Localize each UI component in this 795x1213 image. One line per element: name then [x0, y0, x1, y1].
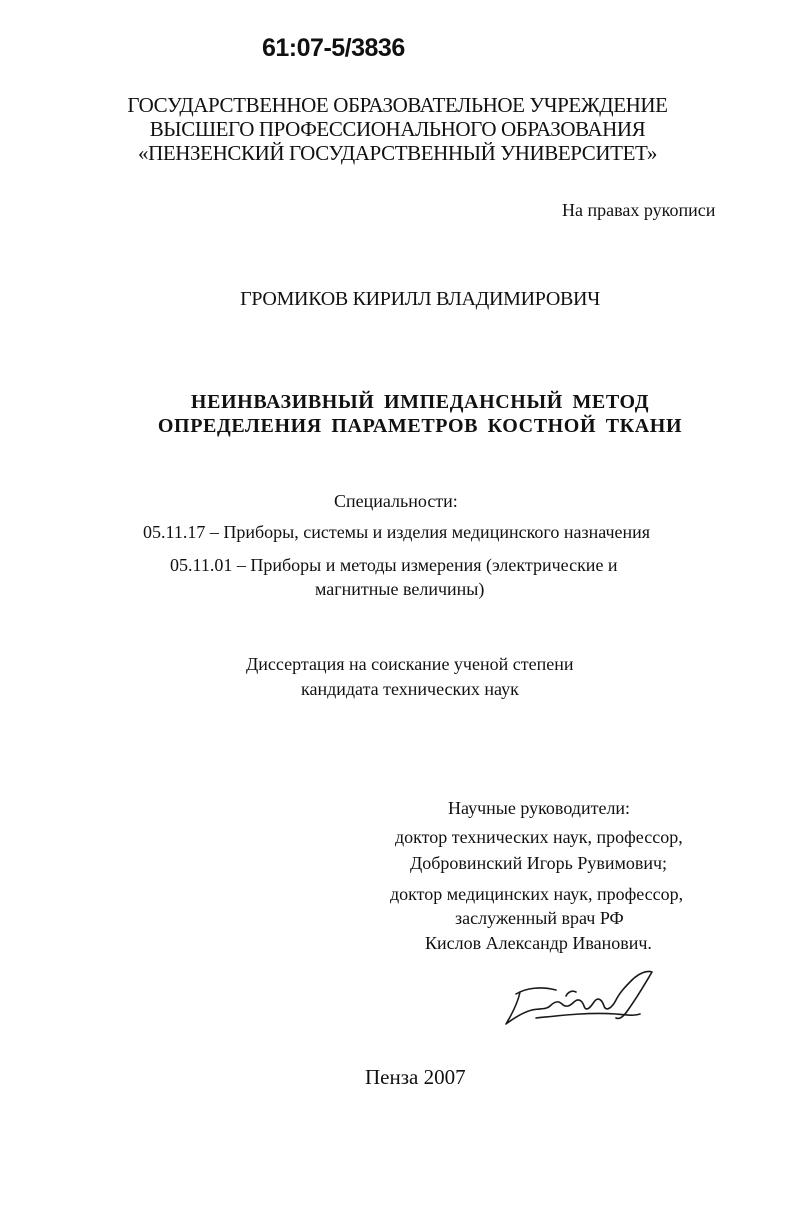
institution-line-2: ВЫСШЕГО ПРОФЕССИОНАЛЬНОГО ОБРАЗОВАНИЯ: [149, 117, 646, 141]
author-name: ГРОМИКОВ КИРИЛЛ ВЛАДИМИРОВИЧ: [240, 288, 600, 310]
thesis-title-line-1: НЕИНВАЗИВНЫЙ ИМПЕДАНСНЫЙ МЕТОД: [190, 391, 650, 413]
supervisor-1-name: Добровинский Игорь Рувимович;: [410, 853, 668, 873]
supervisor-2-title: заслуженный врач РФ: [455, 908, 624, 928]
dissertation-line-1: Диссертация на соискание ученой степени: [246, 654, 574, 674]
specialty-item-1: 05.11.17 – Приборы, системы и изделия медицинского назначения: [143, 522, 651, 542]
institution-line-1: ГОСУДАРСТВЕННОЕ ОБРАЗОВАТЕЛЬНОЕ УЧРЕЖДЕНИЕ: [127, 93, 668, 117]
dissertation-line-2: кандидата технических наук: [301, 679, 519, 699]
rights-note: На правах рукописи: [562, 200, 716, 220]
city-year: Пенза 2007: [365, 1065, 466, 1089]
supervisor-2-degree: доктор медицинских наук, профессор,: [390, 884, 684, 904]
handwritten-signature: [496, 966, 666, 1036]
specialties-heading: Специальности:: [334, 491, 458, 511]
thesis-title-line-2: ОПРЕДЕЛЕНИЯ ПАРАМЕТРОВ КОСТНОЙ ТКАНИ: [157, 415, 683, 437]
specialty-item-2-line-1: 05.11.01 – Приборы и методы измерения (электрические и: [170, 555, 618, 575]
supervisor-2-name: Кислов Александр Иванович.: [425, 933, 652, 953]
specialty-item-2-line-2: магнитные величины): [315, 579, 485, 599]
catalog-number: 61:07-5/3836: [262, 34, 405, 62]
supervisors-heading: Научные руководители:: [448, 798, 631, 818]
supervisor-1-degree: доктор технических наук, профессор,: [395, 827, 683, 847]
institution-line-3: «ПЕНЗЕНСКИЙ ГОСУДАРСТВЕННЫЙ УНИВЕРСИТЕТ»: [137, 141, 658, 165]
